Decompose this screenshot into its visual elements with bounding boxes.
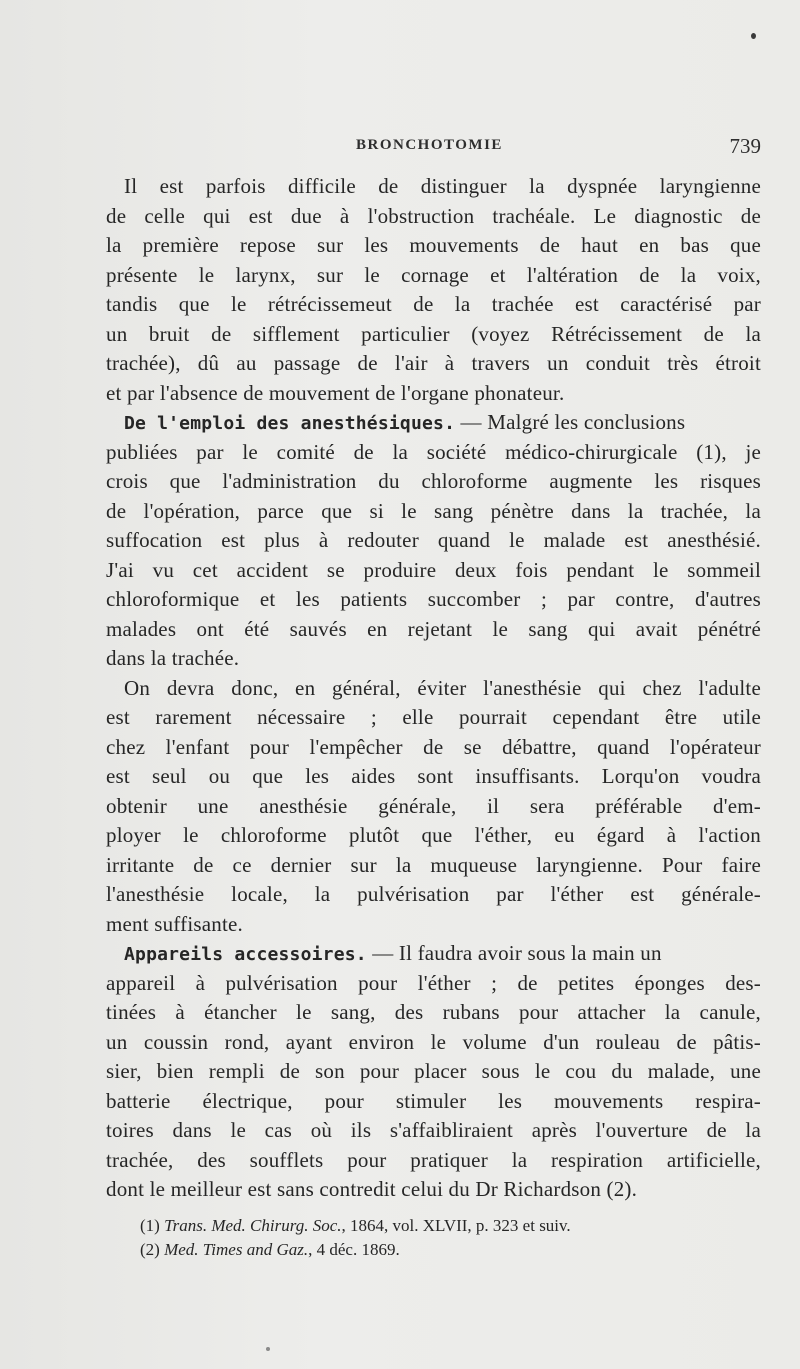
text-line: un bruit de sifflement particulier (voyez Rétrécissement de la <box>106 321 761 346</box>
body-text <box>106 172 761 1205</box>
paragraph <box>106 408 761 674</box>
text-line <box>106 408 761 438</box>
page-number: 739 <box>729 134 761 158</box>
paragraph <box>106 674 761 940</box>
text-line: dans la trachée. <box>106 646 240 670</box>
text-line: Il est parfois difficile de distinguer la dyspnée laryngienne <box>124 174 761 198</box>
text-line: trachée), dû au passage de l'air à travers un conduit très étroit <box>106 351 761 375</box>
page-header <box>106 134 761 161</box>
text-line: dont le meilleur est sans contredit celui du Dr Richardson (2). <box>106 1177 638 1201</box>
text-line: irritante de ce dernier sur la muqueuse laryngienne. Pour faire <box>106 852 761 877</box>
footnote-number: (2) <box>140 1240 160 1259</box>
text-line: On devra donc, en général, éviter l'anesthésie qui chez l'adulte <box>124 675 761 700</box>
footnote-source: Trans. Med. Chirurg. Soc. <box>164 1216 342 1235</box>
text-line: présente le larynx, sur le cornage et l'altération de la voix, <box>106 262 761 287</box>
text-line: ment suffisante. <box>106 911 243 936</box>
paragraph <box>106 939 761 1205</box>
text-line: un coussin rond, ayant environ le volume d'un rouleau de pâtis- <box>106 1029 761 1054</box>
text-line: de celle qui est due à l'obstruction trachéale. Le diagnostic de <box>106 203 761 228</box>
text-line: chloroformique et les patients succomber ; par contre, d'autres <box>106 587 761 611</box>
text-line: ployer le chloroforme plutôt que l'éther, eu égard à l'action <box>106 823 761 847</box>
text-line: batterie électrique, pour stimuler les mouvements respira- <box>106 1088 761 1113</box>
paragraph <box>106 172 761 408</box>
text-line: est rarement nécessaire ; elle pourrait cependant être utile <box>106 705 761 729</box>
text-line: tandis que le rétrécissemeut de la trachée est caractérisé par <box>106 292 761 316</box>
text-line: chez l'enfant pour l'empêcher de se débattre, quand l'opérateur <box>106 734 761 759</box>
text-line: crois que l'administration du chloroforme augmente les risques <box>106 469 761 493</box>
text-line: suffocation est plus à redouter quand le malade est anesthésié. <box>106 528 761 552</box>
text-run: — Malgré les conclusions <box>455 410 686 434</box>
text-line: est seul ou que les aides sont insuffisants. Lorqu'on voudra <box>106 764 761 788</box>
text-line: appareil à pulvérisation pour l'éther ; de petites éponges des- <box>106 970 761 995</box>
text-line: toires dans le cas où ils s'affaibliraient après l'ouverture de la <box>106 1118 761 1142</box>
text-line: J'ai vu cet accident se produire deux fois pendant le sommeil <box>106 557 761 582</box>
section-heading: Appareils accessoires. <box>124 944 367 965</box>
text-line: sier, bien rempli de son pour placer sous le cou du malade, une <box>106 1059 761 1083</box>
section-heading: De l'emploi des anesthésiques. <box>124 413 456 434</box>
text-line <box>106 939 761 969</box>
ink-speck <box>751 33 756 39</box>
footnotes <box>140 1214 761 1262</box>
footnote-source: Med. Times and Gaz. <box>164 1240 309 1259</box>
running-title: BRONCHOTOMIE <box>356 137 503 153</box>
ink-speck <box>266 1347 270 1351</box>
text-run: — Il faudra avoir sous la main un <box>366 941 662 965</box>
text-line: tinées à étancher le sang, des rubans pour attacher la canule, <box>106 1000 761 1024</box>
text-line: de l'opération, parce que si le sang pénètre dans la trachée, la <box>106 498 761 523</box>
text-line: et par l'absence de mouvement de l'organe phonateur. <box>106 380 565 405</box>
text-line: obtenir une anesthésie générale, il sera préférable d'em- <box>106 793 761 818</box>
footnote-text: , 1864, vol. XLVII, p. 323 et suiv. <box>341 1216 571 1235</box>
text-line: trachée, des soufflets pour pratiquer la respiration artificielle, <box>106 1147 761 1172</box>
text-line: publiées par le comité de la société médico-chirurgicale (1), je <box>106 439 761 464</box>
text-line: malades ont été sauvés en rejetant le sang qui avait pénétré <box>106 616 761 641</box>
footnote-text: , 4 déc. 1869. <box>308 1240 400 1259</box>
text-line: l'anesthésie locale, la pulvérisation par l'éther est générale- <box>106 882 761 906</box>
footnote <box>140 1214 761 1238</box>
footnote-number: (1) <box>140 1216 160 1235</box>
footnote <box>140 1238 761 1262</box>
text-line: la première repose sur les mouvements de haut en bas que <box>106 233 761 257</box>
